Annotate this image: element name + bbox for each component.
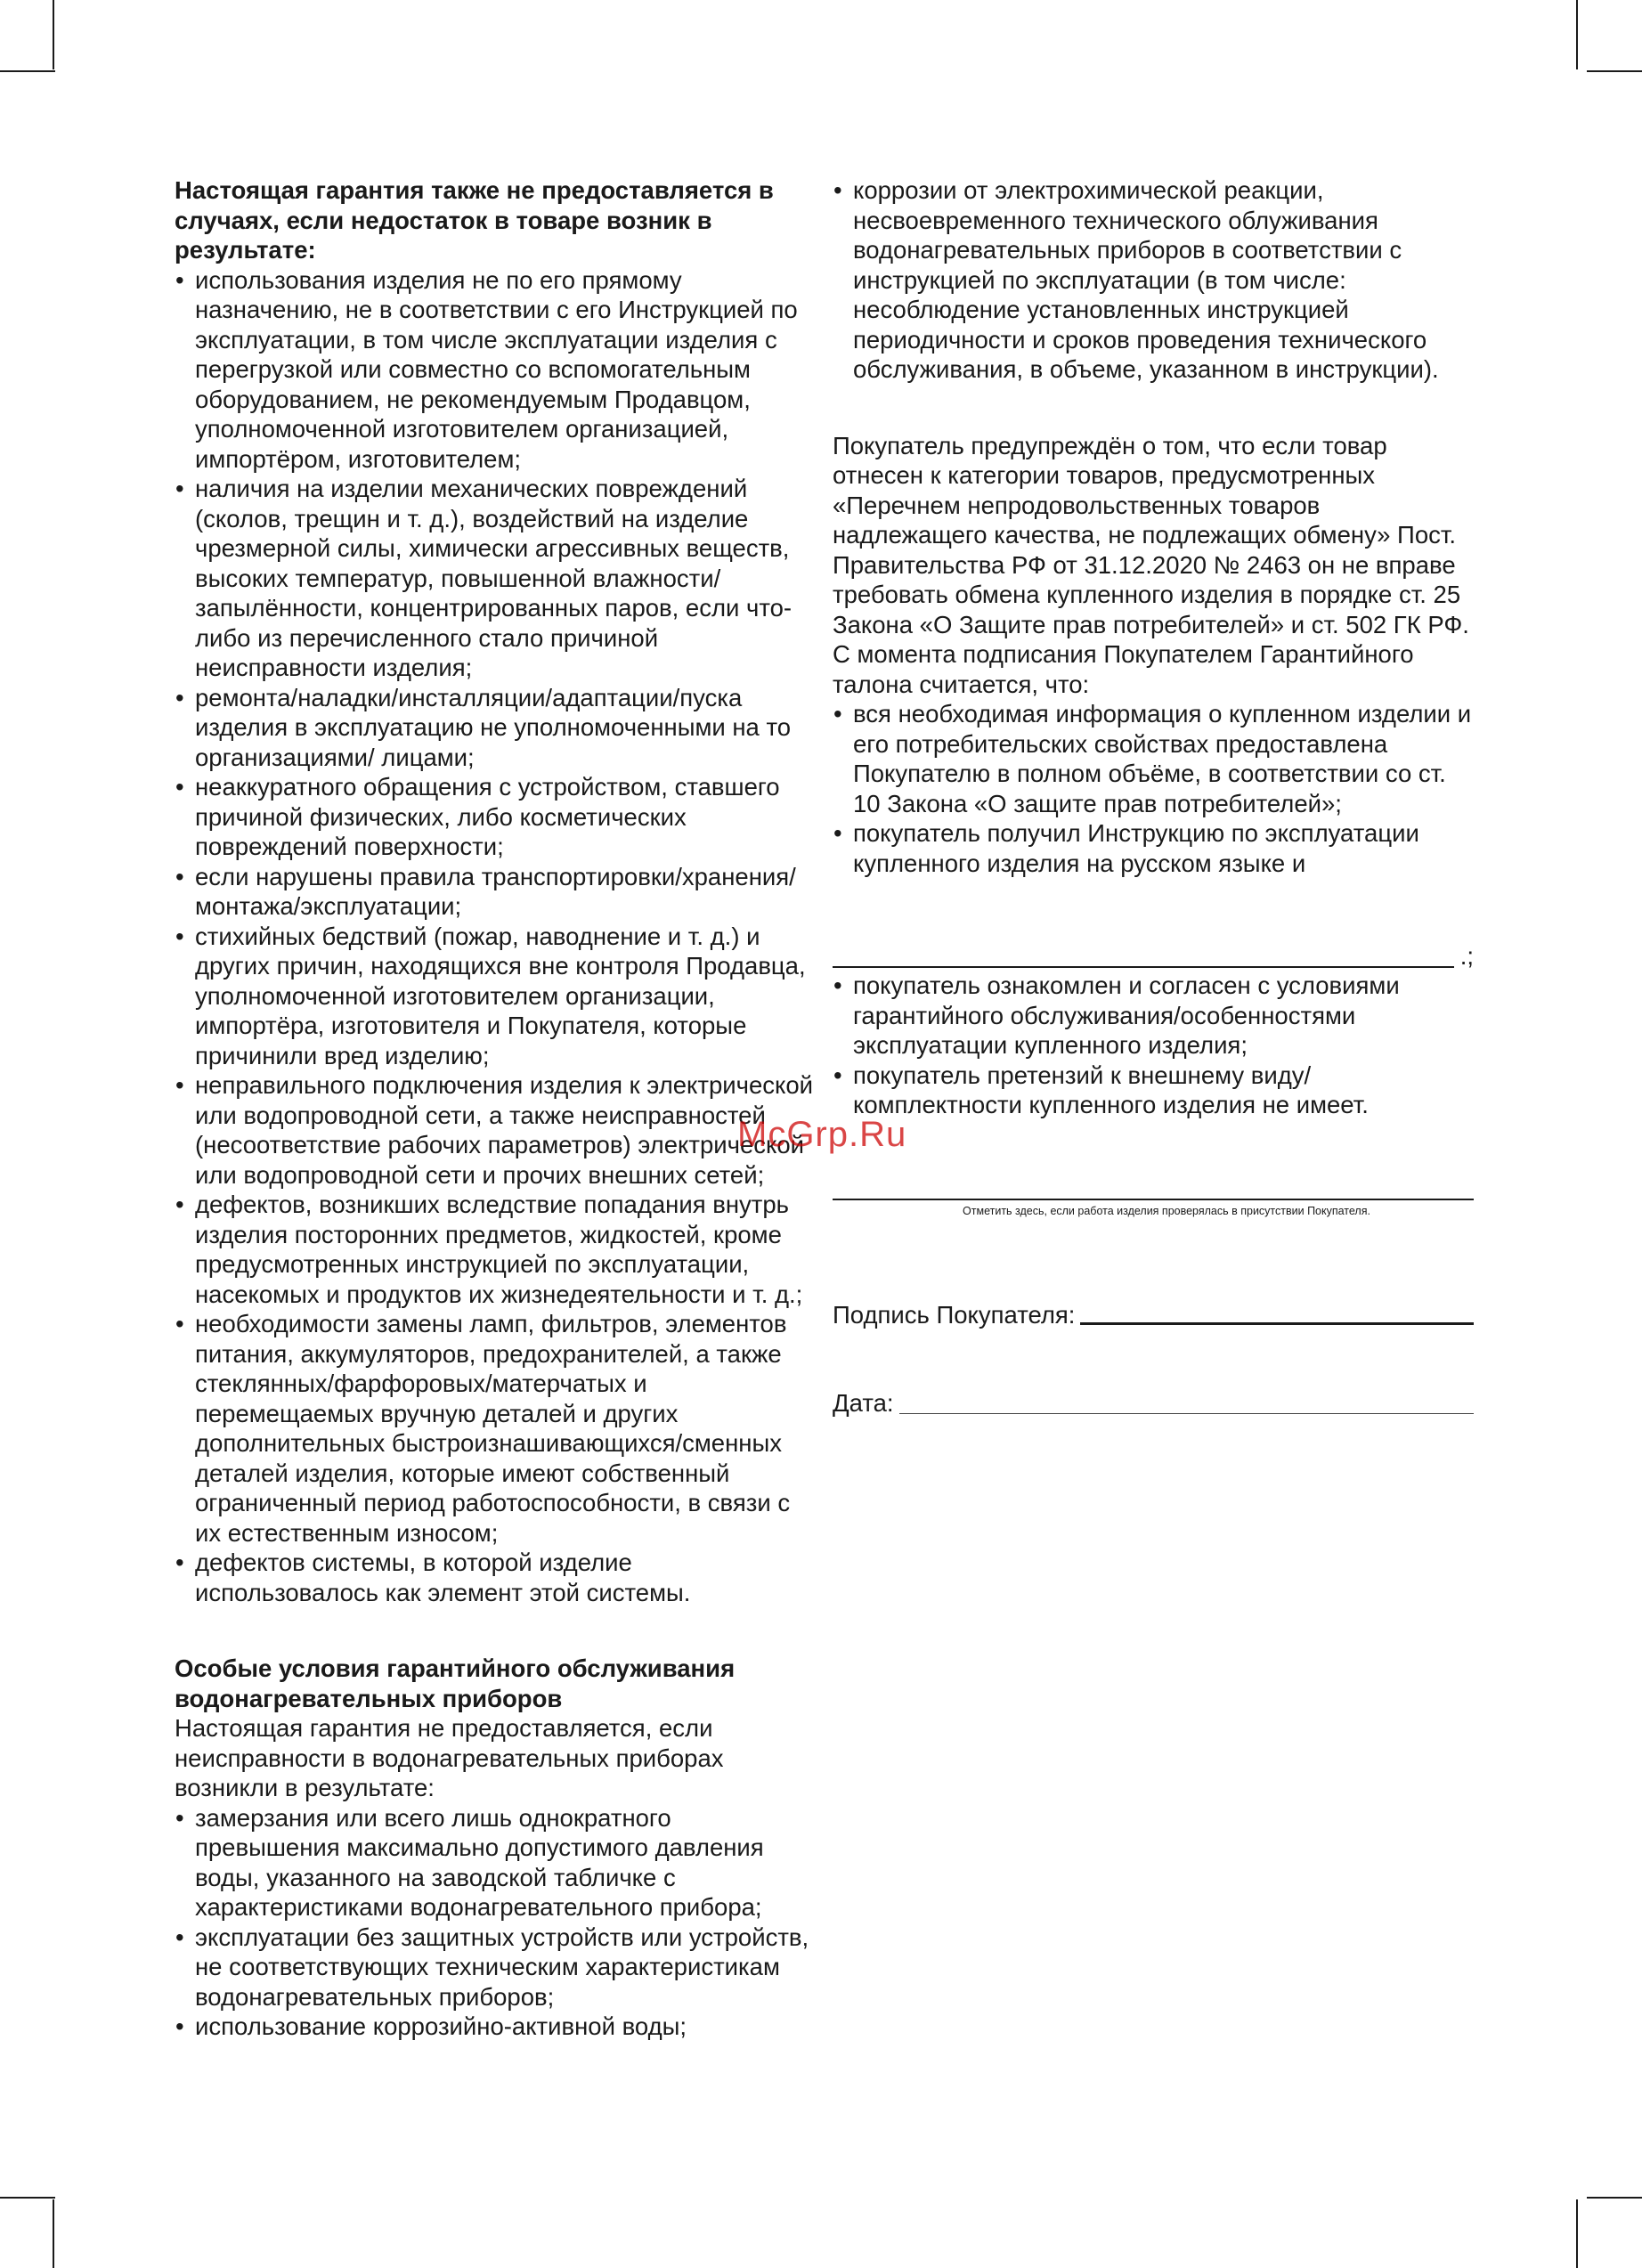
crop-mark — [0, 2197, 55, 2199]
list-item: • использования изделия не по его прямому назначению, не в соответствии с его Инструкцией по эксплуатации, в том числе эксплуатации изделия с перегрузкой или совместно со вспомогательным оборудованием, не рекомендуемым Продавцом, уполномоченной изготовителем организацией, импортёром, изготовителем; — [175, 265, 820, 475]
list-item: • неправильного подключения изделия к электрической или водопроводной сети, а также неисправностей (несоответствие рабочих параметров) электрической или водопроводной сети и прочих внешних сетей; — [175, 1070, 820, 1190]
signature-field[interactable] — [1080, 1322, 1474, 1325]
watermark-logo: McGrp.Ru — [737, 1115, 907, 1154]
list-item: • вся необходимая информация о купленном изделии и его потребительских свойствах предоставлена Покупателю в полном объёме, в соответствии со ст. 10 Закона «О защите прав потребителей»; — [833, 699, 1474, 818]
crop-mark — [1587, 70, 1642, 72]
water-heater-intro: Настоящая гарантия не предоставляется, если неисправности в водонагревательных приборах возникли в результате: — [175, 1714, 724, 1801]
date-row — [833, 1388, 1474, 1419]
water-heater-list-continued — [833, 175, 1474, 385]
water-heater-heading: Особые условия гарантийного обслуживания водонагревательных приборов — [175, 1654, 736, 1712]
list-item: • дефектов системы, в которой изделие использовалось как элемент этой системы. — [175, 1548, 820, 1607]
crop-mark — [1576, 0, 1578, 69]
instruction-language-fill-line[interactable] — [833, 940, 1474, 971]
list-item: • коррозии от электрохимической реакции, несвоевременного технического облуживания водонагревательных приборов в соответствии с инструкцией по эксплуатации (в том числе: несоблюдение установленных инструкцией периодичности и сроков проведения технического обслуживания, в объеме, указанном в инструкции). — [833, 175, 1474, 385]
water-heater-list — [175, 1803, 820, 2042]
right-column — [833, 175, 1474, 1419]
signature-row — [833, 1300, 1474, 1330]
exclusions-heading: Настоящая гарантия также не предоставляется в случаях, если недостаток в товаре возник в результате: — [175, 176, 774, 264]
list-item: • замерзания или всего лишь однократного превышения максимально допустимого давления воды, указанного на заводской табличке с характеристиками водонагревательного прибора; — [175, 1803, 820, 1923]
crop-mark — [53, 0, 54, 69]
list-item: • ремонта/наладки/инсталляции/адаптации/пуска изделия в эксплуатацию не уполномоченными на то организациями/ лицами; — [175, 683, 820, 773]
left-column — [175, 175, 820, 2042]
list-item: • покупатель ознакомлен и согласен с условиями гарантийного обслуживания/особенностями эксплуатации купленного изделия; — [833, 971, 1474, 1061]
check-mark-line[interactable] — [833, 1199, 1474, 1200]
date-label: Дата: — [833, 1389, 894, 1417]
exclusions-list — [175, 265, 820, 1608]
crop-mark — [53, 2199, 54, 2268]
list-item: • покупатель получил Инструкцию по эксплуатации купленного изделия на русском языке и — [833, 818, 1474, 878]
fill-rule — [833, 966, 1454, 968]
signature-label: Подпись Покупателя: — [833, 1300, 1076, 1329]
list-item: • стихийных бедствий (пожар, наводнение и т. д.) и других причин, находящихся вне контроля Продавца, уполномоченной изготовителем организации, импортёра, изготовителя и Покупателя, которые причинили вред изделию; — [175, 922, 820, 1071]
list-item: • неаккуратного обращения с устройством, ставшего причиной физических, либо косметических повреждений поверхности; — [175, 772, 820, 862]
buyer-acknowledgements-list-continued — [833, 971, 1474, 1120]
crop-mark — [1587, 2197, 1642, 2199]
check-mark-note: Отметить здесь, если работа изделия проверялась в присутствии Покупателя. — [963, 1204, 1370, 1217]
list-item: • необходимости замены ламп, фильтров, элементов питания, аккумуляторов, предохранителей, а также стеклянных/фарфоровых/матерчатых и перемещаемых вручную деталей и других дополнительных быстроизнашивающихся/сменных деталей изделия, которые имеют собственный ограниченный период работоспособности, в связи с их естественным износом; — [175, 1309, 820, 1548]
list-item: • эксплуатации без защитных устройств или устройств, не соответствующих техническим характеристикам водонагревательных приборов; — [175, 1923, 820, 2012]
buyer-acknowledgements-list — [833, 699, 1474, 878]
list-item: • покупатель претензий к внешнему виду/комплектности купленного изделия не имеет. — [833, 1061, 1474, 1120]
list-item: • использование коррозийно-активной воды; — [175, 2012, 820, 2042]
crop-mark — [0, 70, 55, 72]
buyer-notice-paragraph: Покупатель предупреждён о том, что если товар отнесен к категории товаров, предусмотренных «Перечнем непродовольственных товаров надлежащего качества, не подлежащих обмену» Пост. Правительства РФ от 31.12.2020 № 2463 он не вправе требовать обмена купленного изделия в порядке ст. 25 Закона «О Защите прав потребителей» и ст. 502 ГК РФ. С момента подписания Покупателем Гарантийного талона считается, что: — [833, 431, 1469, 698]
date-field[interactable] — [899, 1413, 1474, 1414]
list-item: • дефектов, возникших вследствие попадания внутрь изделия посторонних предметов, жидкостей, кроме предусмотренных инструкцией по эксплуатации, насекомых и продуктов их жизнедеятельности и т. д.; — [175, 1190, 820, 1309]
list-item: • если нарушены правила транспортировки/хранения/монтажа/эксплуатации; — [175, 862, 820, 922]
list-item: • наличия на изделии механических повреждений (сколов, трещин и т. д.), воздействий на изделие чрезмерной силы, химически агрессивных веществ, высоких температур, повышенной влажности/запылённости, концентрированных паров, если что-либо из перечисленного стало причиной неисправности изделия; — [175, 474, 820, 683]
fill-punctuation: .; — [1459, 941, 1474, 970]
crop-mark — [1576, 2199, 1578, 2268]
